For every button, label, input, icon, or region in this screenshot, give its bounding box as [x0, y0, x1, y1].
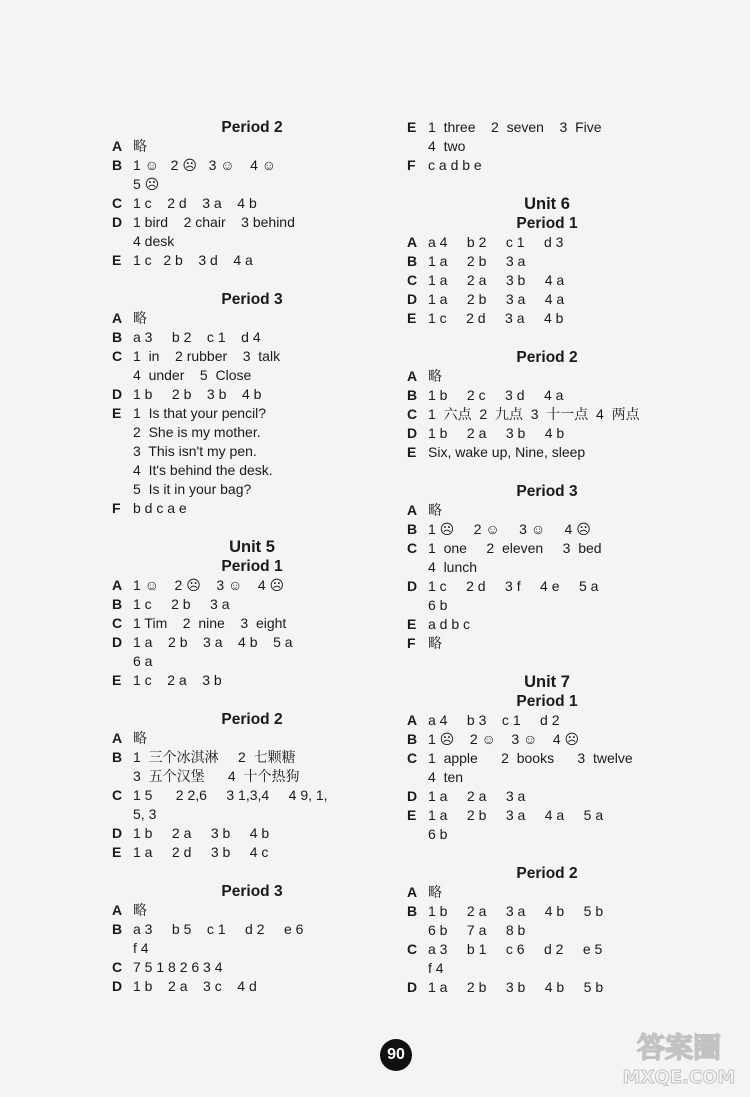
answer-row	[112, 958, 392, 977]
section-label	[407, 768, 428, 787]
answer-text: b d c a e	[133, 500, 187, 516]
answer-row	[112, 328, 392, 347]
answer-text: 5 Is it in your bag?	[133, 481, 252, 497]
answer-row	[407, 520, 687, 539]
section-label: D	[112, 386, 123, 402]
answer-text: 1 one 2 eleven 3 bed	[428, 540, 602, 556]
answer-row	[407, 501, 687, 520]
answer-block	[112, 538, 392, 690]
answer-text: 3 五个汉堡 4 十个热狗	[133, 768, 300, 784]
answer-row	[407, 883, 687, 902]
answer-block	[407, 195, 687, 328]
answer-row	[407, 367, 687, 386]
answer-text: 4 lunch	[428, 559, 478, 575]
answer-text: 4 It's behind the desk.	[133, 462, 273, 478]
section-label	[407, 825, 428, 844]
section-label: C	[407, 750, 418, 766]
answer-row	[407, 558, 687, 577]
answer-text: 2 She is my mother.	[133, 424, 261, 440]
answer-text: 1 c 2 b 3 a	[133, 596, 230, 612]
answer-row	[407, 290, 687, 309]
period-title: Period 3	[516, 483, 578, 500]
answer-row	[112, 786, 392, 805]
answer-row	[407, 768, 687, 787]
answer-row	[112, 805, 392, 824]
answer-text: 1 three 2 seven 3 Five	[428, 119, 602, 135]
answer-text: 6 b 7 a 8 b	[428, 922, 526, 938]
section-label: E	[407, 807, 417, 823]
answer-text: 1 a 2 a 3 b 4 a	[428, 272, 565, 288]
page-number-badge: 90	[380, 1039, 412, 1071]
answer-text: 1 b 2 a 3 a 4 b 5 b	[428, 903, 604, 919]
answer-block	[112, 118, 392, 270]
answer-row	[112, 194, 392, 213]
answer-row	[112, 652, 392, 671]
section-label: A	[407, 712, 418, 728]
answer-block	[407, 482, 687, 653]
answer-text: 1 六点 2 九点 3 十一点 4 两点	[428, 406, 640, 422]
period-title: Period 1	[516, 215, 578, 232]
answer-text: 1 ☺ 2 ☹ 3 ☺ 4 ☹	[133, 577, 285, 593]
period-title: Period 1	[516, 693, 578, 710]
answer-text: 1 a 2 d 3 b 4 c	[133, 844, 269, 860]
answer-text: 1 c 2 d 3 f 4 e 5 a	[428, 578, 599, 594]
answer-row	[407, 825, 687, 844]
section-label: C	[112, 959, 123, 975]
section-label: E	[112, 672, 122, 688]
section-label	[407, 959, 428, 978]
section-label: E	[407, 444, 417, 460]
period-title: Period 1	[221, 558, 283, 575]
answer-text: 略	[428, 884, 442, 900]
section-label: F	[407, 157, 416, 173]
answer-text: 4 ten	[428, 769, 464, 785]
answer-row	[112, 767, 392, 786]
answer-text: 7 5 1 8 2 6 3 4	[133, 959, 223, 975]
answer-text: 略	[133, 138, 147, 154]
answer-row	[112, 824, 392, 843]
answer-text: 1 ☺ 2 ☹ 3 ☺ 4 ☺	[133, 157, 277, 173]
answer-text: a 4 b 3 c 1 d 2	[428, 712, 560, 728]
answer-row	[407, 615, 687, 634]
answer-text: 略	[133, 902, 147, 918]
answer-text: 1 三个冰淇淋 2 七颗糖	[133, 749, 296, 765]
period-title: Period 2	[516, 349, 578, 366]
answer-text: 略	[428, 368, 442, 384]
answer-row	[112, 232, 392, 251]
answer-text: 5, 3	[133, 806, 157, 822]
answer-text: a 3 b 5 c 1 d 2 e 6	[133, 921, 304, 937]
section-label: A	[112, 577, 123, 593]
answer-text: 1 b 2 a 3 b 4 b	[428, 425, 565, 441]
answer-text: 1 5 2 2,6 3 1,3,4 4 9, 1,	[133, 787, 328, 803]
answer-row	[112, 442, 392, 461]
section-label: B	[112, 329, 123, 345]
answer-row	[407, 730, 687, 749]
answer-row	[112, 251, 392, 270]
answer-block	[407, 118, 687, 175]
answer-text: 1 b 2 c 3 d 4 a	[428, 387, 564, 403]
period-title: Period 2	[516, 865, 578, 882]
answer-text: 1 apple 2 books 3 twelve	[428, 750, 633, 766]
answer-text: 3 This isn't my pen.	[133, 443, 257, 459]
answer-row	[407, 271, 687, 290]
answer-text: c a d b e	[428, 157, 482, 173]
section-label: D	[407, 788, 418, 804]
answer-row	[407, 711, 687, 730]
answer-row	[112, 423, 392, 442]
answer-row	[112, 461, 392, 480]
section-label	[407, 921, 428, 940]
answer-block	[407, 864, 687, 997]
answer-row	[407, 902, 687, 921]
watermark-logo	[614, 1023, 744, 1091]
answer-text: 略	[428, 502, 442, 518]
answer-block	[407, 673, 687, 844]
answer-row	[112, 901, 392, 920]
section-label: B	[112, 921, 123, 937]
section-label: B	[112, 596, 123, 612]
section-label: E	[112, 844, 122, 860]
answer-text: 1 a 2 a 3 a	[428, 788, 526, 804]
answer-row	[407, 118, 687, 137]
answer-text: 1 ☹ 2 ☺ 3 ☺ 4 ☹	[428, 731, 580, 747]
answer-text: 1 a 2 b 3 b 4 b 5 b	[428, 979, 604, 995]
answer-row	[112, 385, 392, 404]
section-label	[407, 558, 428, 577]
section-label	[112, 480, 133, 499]
section-label: F	[407, 635, 416, 651]
answer-row	[112, 309, 392, 328]
unit-title: Unit 5	[229, 538, 275, 556]
answer-text: a 4 b 2 c 1 d 3	[428, 234, 564, 250]
answer-row	[407, 806, 687, 825]
answer-row	[407, 233, 687, 252]
answer-text: f 4	[428, 960, 444, 976]
section-label: E	[407, 616, 417, 632]
section-label: B	[112, 157, 123, 173]
section-label: C	[407, 540, 418, 556]
section-label: A	[407, 234, 418, 250]
section-label: C	[407, 941, 418, 957]
answer-text: 1 ☹ 2 ☺ 3 ☺ 4 ☹	[428, 521, 591, 537]
section-label: B	[407, 521, 418, 537]
answer-row	[112, 920, 392, 939]
answer-row	[407, 596, 687, 615]
section-label	[112, 175, 133, 194]
section-label: D	[407, 291, 418, 307]
answer-row	[407, 787, 687, 806]
answer-row	[407, 577, 687, 596]
right-column	[407, 118, 687, 1017]
answer-row	[407, 424, 687, 443]
answer-text: 1 bird 2 chair 3 behind	[133, 214, 295, 230]
answer-block	[407, 348, 687, 462]
answer-text: 略	[428, 635, 442, 651]
section-label: D	[407, 578, 418, 594]
section-label: B	[407, 253, 418, 269]
answer-row	[407, 978, 687, 997]
section-label: D	[112, 634, 123, 650]
section-label: A	[407, 368, 418, 384]
section-label: E	[407, 119, 417, 135]
answer-text: 4 under 5 Close	[133, 367, 252, 383]
answer-row	[407, 386, 687, 405]
answer-text: 5 ☹	[133, 176, 160, 192]
answer-text: 1 b 2 a 3 c 4 d	[133, 978, 257, 994]
answer-text: 4 two	[428, 138, 466, 154]
answer-row	[407, 405, 687, 424]
answer-text: 4 desk	[133, 233, 175, 249]
answer-row	[407, 959, 687, 978]
period-title: Period 3	[221, 883, 283, 900]
section-label: E	[112, 405, 122, 421]
answer-row	[112, 729, 392, 748]
section-label: B	[112, 749, 123, 765]
section-label: C	[112, 195, 123, 211]
answer-row	[112, 213, 392, 232]
answer-row	[112, 939, 392, 958]
answer-row	[407, 634, 687, 653]
answer-text: a 3 b 1 c 6 d 2 e 5	[428, 941, 603, 957]
section-label: E	[407, 310, 417, 326]
answer-block	[112, 710, 392, 862]
answer-block	[112, 290, 392, 518]
answer-block	[112, 882, 392, 996]
section-label: A	[407, 884, 418, 900]
section-label: E	[112, 252, 122, 268]
answer-text: 1 c 2 b 3 d 4 a	[133, 252, 253, 268]
watermark-text-bottom: MXQE.COM	[622, 1067, 736, 1088]
section-label: D	[112, 825, 123, 841]
answer-row	[407, 539, 687, 558]
watermark-text-top: 答案圈	[636, 1031, 722, 1064]
section-label: A	[112, 902, 123, 918]
answer-row	[112, 404, 392, 423]
answer-text: 1 Tim 2 nine 3 eight	[133, 615, 287, 631]
answer-text: 1 b 2 b 3 b 4 b	[133, 386, 262, 402]
section-label: A	[112, 730, 123, 746]
section-label	[407, 137, 428, 156]
answer-row	[112, 347, 392, 366]
answer-text: 1 a 2 b 3 a	[428, 253, 526, 269]
answer-text: 1 a 2 b 3 a 4 a	[428, 291, 565, 307]
section-label: D	[407, 979, 418, 995]
answer-row	[407, 443, 687, 462]
answer-text: 略	[133, 310, 147, 326]
answer-row	[112, 480, 392, 499]
answer-row	[112, 156, 392, 175]
answer-row	[112, 633, 392, 652]
period-title: Period 2	[221, 119, 283, 136]
answer-text: 1 Is that your pencil?	[133, 405, 267, 421]
section-label	[112, 805, 133, 824]
section-label: A	[112, 138, 123, 154]
answer-row	[407, 156, 687, 175]
section-label: F	[112, 500, 121, 516]
answer-text: a d b c	[428, 616, 471, 632]
answer-row	[407, 749, 687, 768]
period-title: Period 2	[221, 711, 283, 728]
answer-text: 略	[133, 730, 147, 746]
answer-row	[112, 977, 392, 996]
section-label: A	[407, 502, 418, 518]
answer-text: 1 in 2 rubber 3 talk	[133, 348, 281, 364]
section-label	[407, 596, 428, 615]
section-label: C	[407, 406, 418, 422]
answer-text: 1 c 2 d 3 a 4 b	[133, 195, 257, 211]
section-label: B	[407, 731, 418, 747]
section-label	[112, 461, 133, 480]
section-label	[112, 442, 133, 461]
section-label	[112, 366, 133, 385]
answer-row	[407, 309, 687, 328]
section-label: D	[112, 214, 123, 230]
section-label	[112, 652, 133, 671]
answer-row	[112, 671, 392, 690]
answer-row	[407, 252, 687, 271]
answer-text: 6 a	[133, 653, 153, 669]
section-label: B	[407, 903, 418, 919]
section-label: D	[407, 425, 418, 441]
answer-text: 1 a 2 b 3 a 4 b 5 a	[133, 634, 293, 650]
answer-row	[407, 137, 687, 156]
section-label	[112, 232, 133, 251]
section-label: C	[407, 272, 418, 288]
answer-row	[112, 748, 392, 767]
section-label: C	[112, 787, 123, 803]
answer-text: a 3 b 2 c 1 d 4	[133, 329, 261, 345]
answer-text: 1 c 2 a 3 b	[133, 672, 222, 688]
left-column	[112, 118, 392, 1016]
section-label: D	[112, 978, 123, 994]
answer-text: 6 b	[428, 826, 448, 842]
answer-row	[112, 576, 392, 595]
section-label	[112, 939, 133, 958]
answer-row	[407, 940, 687, 959]
answer-row	[112, 843, 392, 862]
section-label: C	[112, 615, 123, 631]
answer-row	[112, 137, 392, 156]
answer-text: 1 a 2 b 3 a 4 a 5 a	[428, 807, 604, 823]
section-label	[112, 423, 133, 442]
answer-text: Six, wake up, Nine, sleep	[428, 444, 586, 460]
unit-title: Unit 7	[524, 673, 570, 691]
section-label	[112, 767, 133, 786]
answer-text: f 4	[133, 940, 149, 956]
answer-row	[407, 921, 687, 940]
section-label: A	[112, 310, 123, 326]
answer-text: 6 b	[428, 597, 448, 613]
answer-text: 1 b 2 a 3 b 4 b	[133, 825, 270, 841]
answer-row	[112, 175, 392, 194]
section-label: B	[407, 387, 418, 403]
period-title: Period 3	[221, 291, 283, 308]
unit-title: Unit 6	[524, 195, 570, 213]
answer-row	[112, 499, 392, 518]
section-label: C	[112, 348, 123, 364]
answer-text: 1 c 2 d 3 a 4 b	[428, 310, 564, 326]
answer-row	[112, 614, 392, 633]
answer-row	[112, 366, 392, 385]
answer-row	[112, 595, 392, 614]
